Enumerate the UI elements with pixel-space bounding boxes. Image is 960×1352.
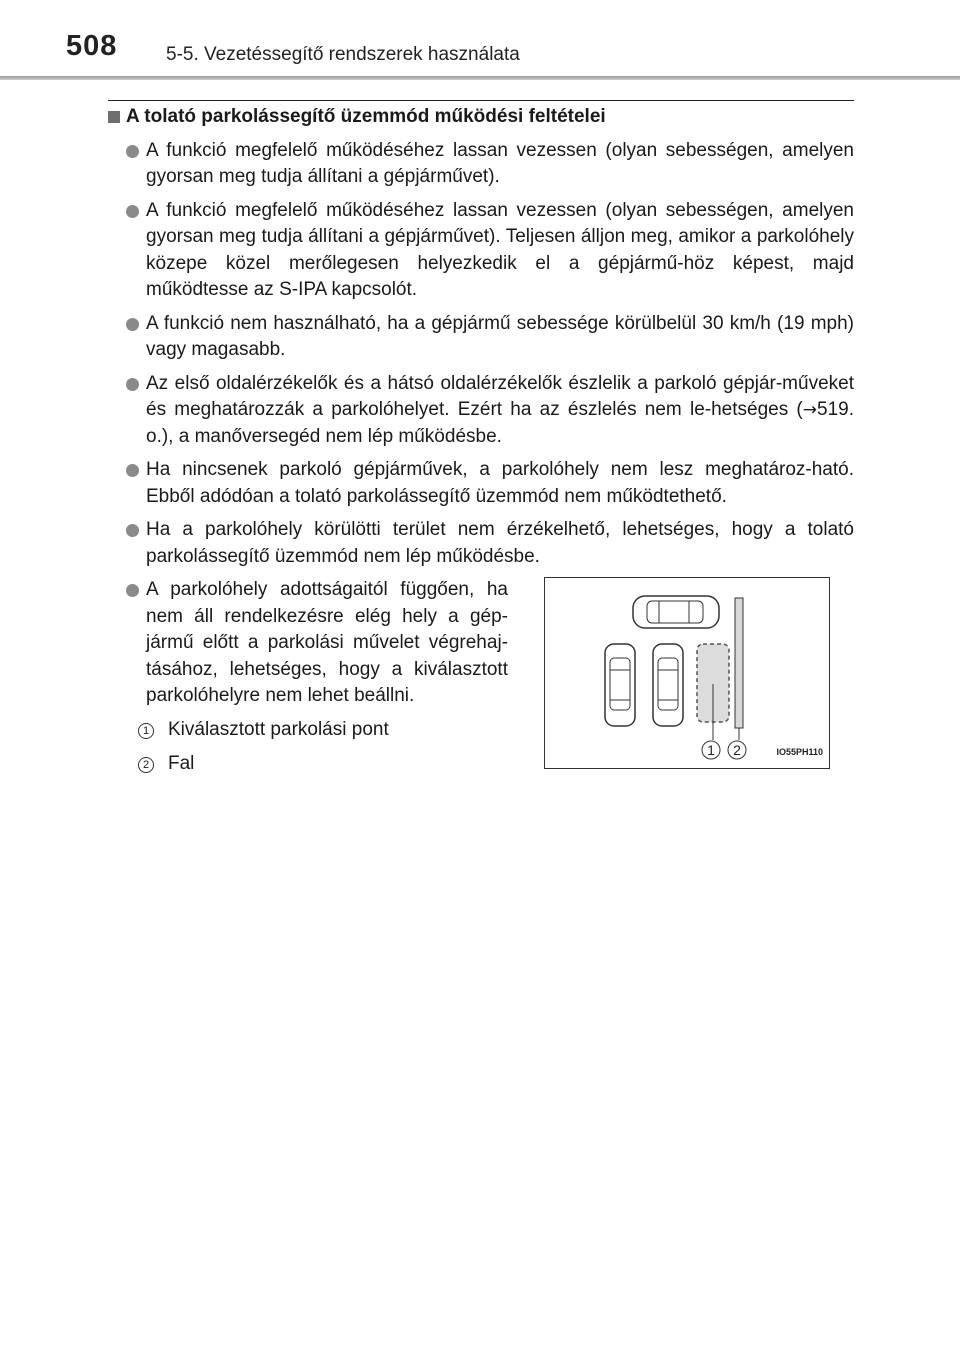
wall-shape xyxy=(735,598,743,728)
list-item-text: A parkolóhely adottságaitól függően, ha nem áll rendelkezésre elég hely a gép-jármű előtt a parkolási művelet végrehaj-tásához, lehetséges, hogy a kiválasztott parkolóhelyre nem lehet beállni. xyxy=(146,579,508,706)
parked-car-left-icon xyxy=(605,644,635,726)
page-header xyxy=(0,0,960,80)
bullet-dot-icon xyxy=(126,205,139,218)
list-item xyxy=(108,577,508,710)
list-item-text: A funkció megfelelő működéséhez lassan vezessen (olyan sebességen, amelyen gyorsan meg tudja állítani a gépjárművet). Teljesen álljon meg, amikor a parkolóhely közepe közel merőlegesen helyezkedik el a gépjármű-höz képest, majd működtesse az S-IPA kapcsolót. xyxy=(146,199,854,300)
list-item xyxy=(108,138,854,191)
list-item xyxy=(108,371,854,451)
chapter-title: 5-5. Vezetéssegítő rendszerek használata xyxy=(166,44,520,65)
list-item-text: Ha nincsenek parkoló gépjárművek, a parkolóhely nem lesz meghatároz-ható. Ebből adódóan a tolató parkolássegítő üzemmód nem működtethető. xyxy=(146,459,854,507)
arrow-right-icon: → xyxy=(802,400,818,420)
list-item xyxy=(108,311,854,364)
list-item-text: Ha a parkolóhely körülötti terület nem érzékelhető, lehetséges, hogy a tolató parkolássegítő üzemmód nem lép működésbe. xyxy=(146,519,854,567)
figure-code: IO55PH110 xyxy=(776,746,823,757)
square-bullet-icon xyxy=(108,111,120,123)
list-item xyxy=(108,198,854,304)
header-divider xyxy=(0,76,960,80)
bullet-dot-icon xyxy=(126,145,139,158)
section-heading xyxy=(108,104,854,131)
figure-section xyxy=(108,577,854,778)
bullet-dot-icon xyxy=(126,318,139,331)
legend-number: 2 xyxy=(138,757,154,773)
page-content xyxy=(108,104,854,778)
legend-number: 1 xyxy=(138,723,154,739)
list-item xyxy=(108,457,854,510)
bullet-dot-icon xyxy=(126,464,139,477)
bullet-dot-icon xyxy=(126,378,139,391)
section-divider xyxy=(108,100,854,101)
parking-illustration xyxy=(544,577,830,769)
legend-label: Fal xyxy=(168,753,195,775)
page-reference: 519. o.), a manőversegéd nem lép működésbe. xyxy=(146,399,854,447)
page-number: 508 xyxy=(66,30,118,62)
car-top-icon xyxy=(633,596,719,628)
parked-car-right-icon xyxy=(653,644,683,726)
figure-text-column xyxy=(108,577,508,778)
bullet-dot-icon xyxy=(126,584,139,597)
legend-item xyxy=(138,752,508,778)
list-item xyxy=(108,517,854,570)
section-heading-text: A tolató parkolássegítő üzemmód működési feltételei xyxy=(126,106,606,127)
list-item-text xyxy=(146,371,854,451)
callout-number-2: 2 xyxy=(733,742,741,758)
legend-label: Kiválasztott parkolási pont xyxy=(168,719,389,741)
list-item-text: A funkció megfelelő működéséhez lassan vezessen (olyan sebességen, amelyen gyorsan meg tudja állítani a gépjárművet). xyxy=(146,139,854,187)
callout-number-1: 1 xyxy=(707,742,715,758)
bullet-dot-icon xyxy=(126,524,139,537)
legend-item xyxy=(138,718,508,744)
list-item-text: A funkció nem használható, ha a gépjármű sebessége körülbelül 30 km/h (19 mph) vagy magasabb. xyxy=(146,312,854,360)
list-item-text-before: Az első oldalérzékelők és a hátsó oldalérzékelők észlelik a parkoló gépjár-műveket és meghatározzák a parkolóhelyet. Ezért ha az észlelés nem le-hetséges ( xyxy=(146,372,854,420)
